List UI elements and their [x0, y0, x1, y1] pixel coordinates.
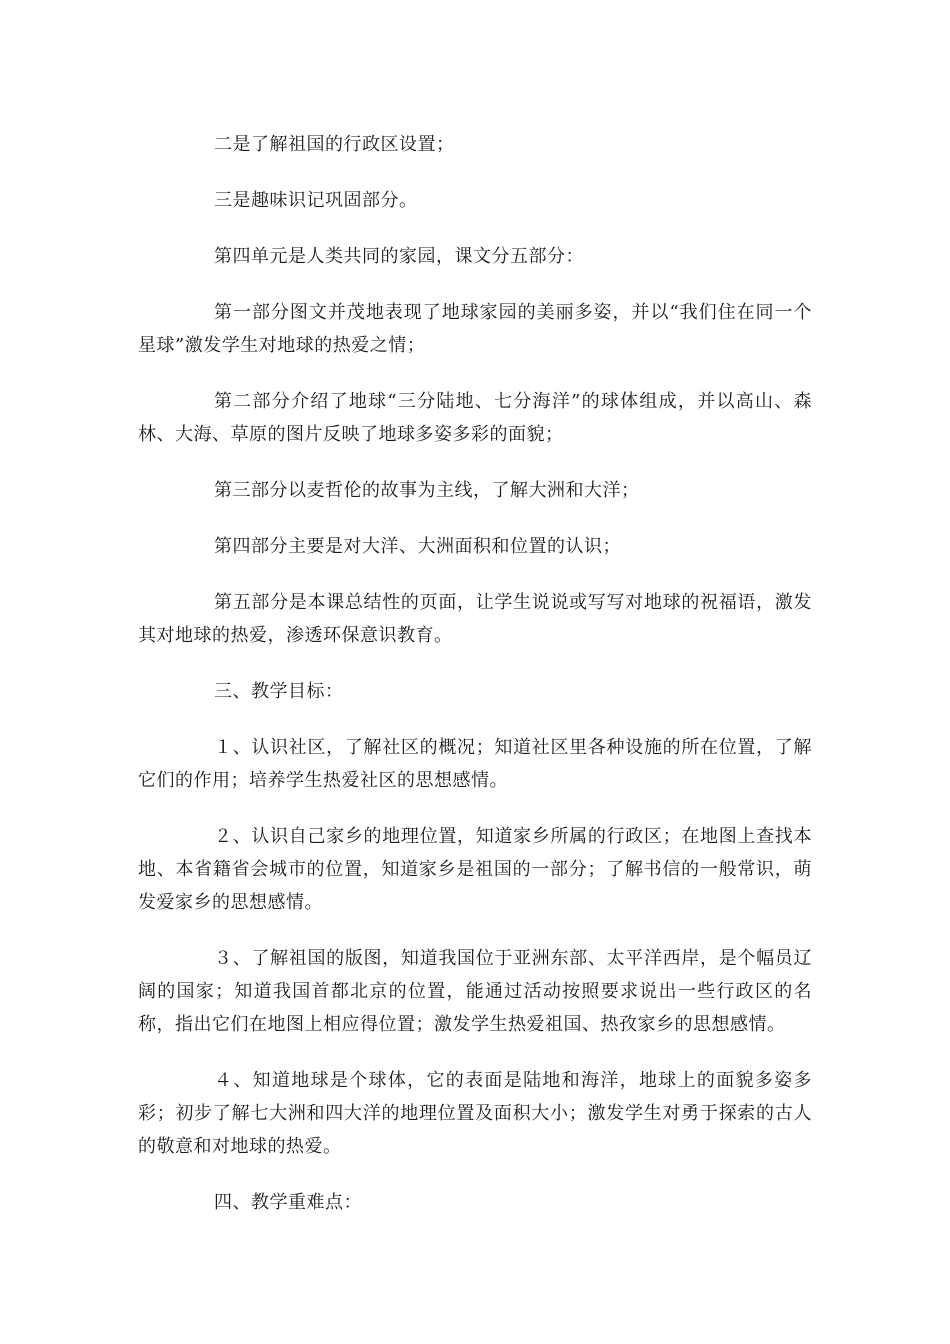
section-heading-key-points: 四、教学重难点： — [214, 1192, 362, 1213]
paragraph-1: 二是了解祖国的行政区设置； — [214, 134, 455, 155]
section-heading-teaching-goals: 三、教学目标： — [214, 681, 344, 702]
paragraph-2: 三是趣味识记巩固部分。 — [214, 190, 418, 211]
paragraph-5: 第二部分介绍了地球“三分陆地、七分海洋”的球体组成，并以高山、森林、大海、草原的图片反映了地球多姿多彩的面貌； — [138, 391, 812, 445]
paragraph-6: 第三部分以麦哲伦的故事为主线，了解大洲和大洋； — [214, 480, 640, 501]
document-body — [138, 128, 812, 1242]
goal-item-4: ４、知道地球是个球体，它的表面是陆地和海洋，地球上的面貌多姿多彩；初步了解七大洲和四大洋的地理位置及面积大小；激发学生对勇于探索的古人的敬意和对地球的热爱。 — [138, 1070, 812, 1157]
goal-item-1: １、认识社区，了解社区的概况；知道社区里各种设施的所在位置，了解它们的作用；培养学生热爱社区的思想感情。 — [138, 737, 812, 791]
goal-item-2: ２、认识自己家乡的地理位置，知道家乡所属的行政区；在地图上查找本地、本省籍省会城市的位置，知道家乡是祖国的一部分；了解书信的一般常识，萌发爱家乡的思想感情。 — [138, 826, 812, 913]
paragraph-3: 第四单元是人类共同的家园，课文分五部分： — [214, 246, 584, 267]
paragraph-8: 第五部分是本课总结性的页面，让学生说说或写写对地球的祝福语，激发其对地球的热爱，渗透环保意识教育。 — [138, 592, 812, 646]
paragraph-4: 第一部分图文并茂地表现了地球家园的美丽多姿，并以“我们住在同一个星球”激发学生对地球的热爱之情； — [138, 302, 812, 356]
paragraph-7: 第四部分主要是对大洋、大洲面积和位置的认识； — [214, 536, 621, 557]
goal-item-3: ３、了解祖国的版图，知道我国位于亚洲东部、太平洋西岸，是个幅员辽阔的国家；知道我国首都北京的位置，能通过活动按照要求说出一些行政区的名称，指出它们在地图上相应得位置；激发学生热爱祖国、热孜家乡的思想感情。 — [138, 948, 812, 1035]
